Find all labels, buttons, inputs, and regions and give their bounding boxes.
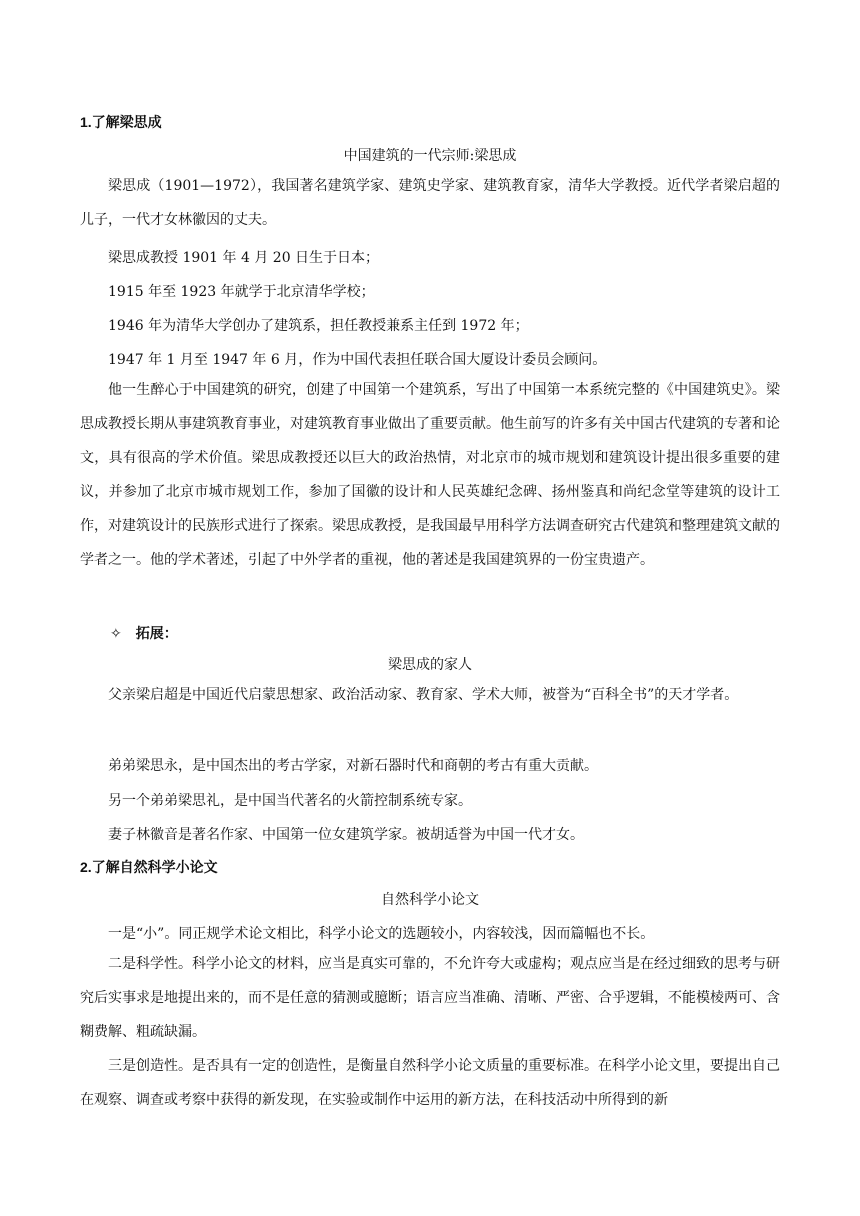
paragraph-contributions: 他一生醉心于中国建筑的研究，创建了中国第一个建筑系，写出了中国第一本系统完整的《中国建筑史》。梁思成教授长期从事建筑教育事业，对建筑教育事业做出了重要贡献。他生前写的许多有关中国古代建筑的专著和论文，具有很高的学术价值。梁思成教授还以巨大的政治热情，对北京市的城市规划和建筑设计提出很多重要的建议，并参加了北京市城市规划工作，参加了国徽的设计和人民英雄纪念碑、扬州鉴真和尚纪念堂等建筑的设计工作，对建筑设计的民族形式进行了探索。梁思成教授，是我国最早用科学方法调查研究古代建筑和整理建筑文献的学者之一。他的学术著述，引起了中外学者的重视，他的著述是我国建筑界的一份宝贵遗产。 [80,382,780,568]
diamond-icon: ✧ [110,625,122,641]
expansion-heading [110,623,178,643]
paragraph-creative: 三是创造性。是否具有一定的创造性，是衡量自然科学小论文质量的重要标准。在科学小论文里，要提出自己在观察、调查或考察中获得的新发现，在实验或制作中运用的新方法，在科技活动中所得到的新 [80,1058,780,1108]
paragraph-department: 1946 年为清华大学创办了建筑系，担任教授兼系主任到 1972 年； [108,318,529,334]
paragraph-wife: 妻子林徽音是著名作家、中国第一位女建筑学家。被胡适誉为中国一代才女。 [108,827,584,843]
section-1-title: 中国建筑的一代宗师:梁思成 [343,148,517,164]
paragraph-biography: 梁思成（1901—1972），我国著名建筑学家、建筑史学家、建筑教育家，清华大学教授。近代学者梁启超的儿子，一代才女林徽因的丈夫。 [80,178,780,228]
paragraph-father: 父亲梁启超是中国近代启蒙思想家、政治活动家、教育家、学术大师，被誉为“百科全书”的天才学者。 [108,687,739,703]
paragraph-small: 一是“小”。同正规学术论文相比，科学小论文的选题较小，内容较浅，因而篇幅也不长。 [108,926,655,942]
paragraph-birth: 梁思成教授 1901 年 4 月 20 日生于日本； [108,250,380,266]
expansion-title: 梁思成的家人 [388,657,472,673]
expansion-label: 拓展： [135,625,178,641]
section-2-heading: 2.了解自然科学小论文 [80,859,218,875]
paragraph-brother-siyong: 弟弟梁思永，是中国杰出的考古学家，对新石器时代和商朝的考古有重大贡献。 [108,758,598,774]
paragraph-brother-sili: 另一个弟弟梁思礼，是中国当代著名的火箭控制系统专家。 [108,793,472,809]
paragraph-schooling: 1915 年至 1923 年就学于北京清华学校； [108,284,375,300]
section-1-heading: 1.了解梁思成 [80,114,162,130]
section-2-title: 自然科学小论文 [381,892,479,908]
paragraph-scientific: 二是科学性。科学小论文的材料，应当是真实可靠的，不允许夸大或虚构；观点应当是在经过细致的思考与研究后实事求是地提出来的，而不是任意的猜测或臆断；语言应当准确、清晰、严密、合乎逻辑，不能模棱两可、含糊费解、粗疏缺漏。 [80,956,780,1040]
paragraph-un-advisor: 1947 年 1 月至 1947 年 6 月，作为中国代表担任联合国大厦设计委员会顾问。 [108,352,607,368]
